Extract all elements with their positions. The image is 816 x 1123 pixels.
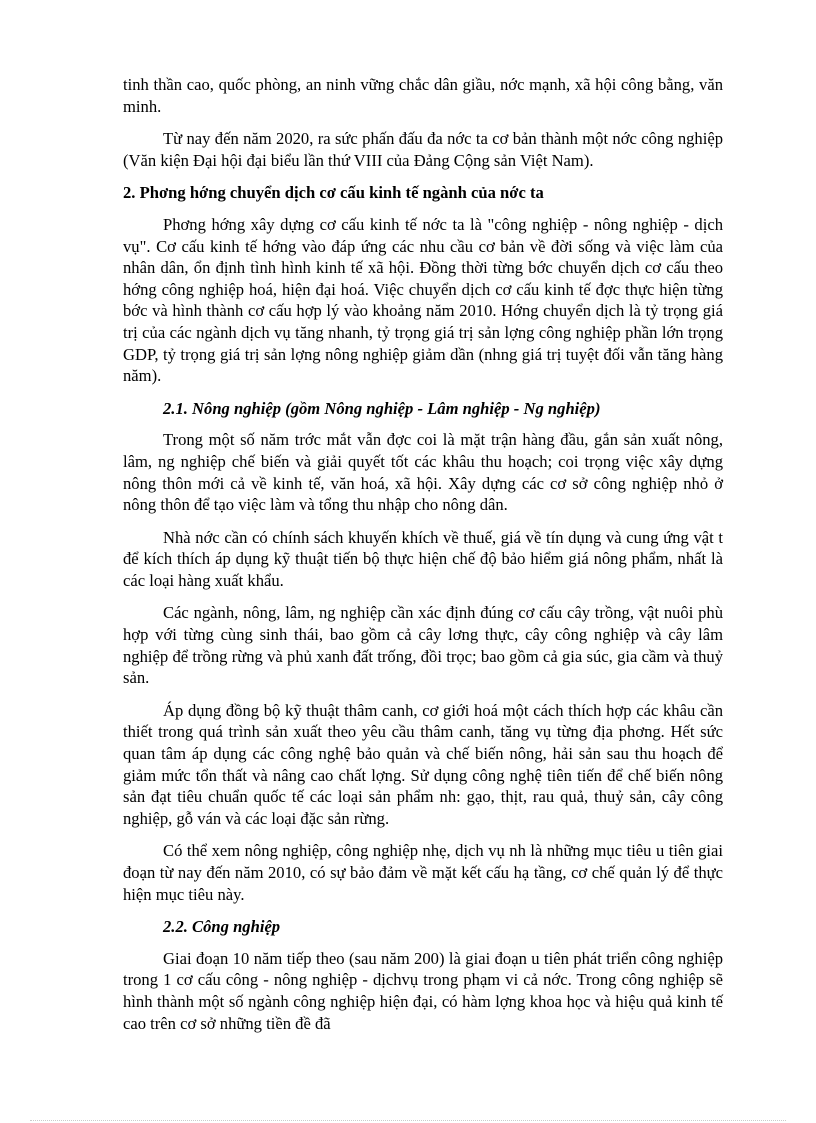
- paragraph-continued: tinh thần cao, quốc phòng, an ninh vững chắc dân giầu, nớc mạnh, xã hội công bằng, văn minh.: [123, 75, 723, 116]
- paragraph: Phơng hớng xây dựng cơ cấu kinh tế nớc ta là "công nghiệp - nông nghiệp - dịch vụ". Cơ cấu kinh tế hớng vào đáp ứng các nhu cầu cơ bản về đời sống và việc làm của nhân dân, ổn định tình hình kinh tế xã hội. Đồng thời từng bớc chuyển dịch cơ cấu theo hớng công nghiệp hoá, hiện đại hoá. Việc chuyển dịch cơ cấu kinh tế đợc thực hiện từng bớc và hình thành cơ cấu hợp lý vào khoảng năm 2010. Hớng chuyển dịch là tỷ trọng giá trị của các ngành dịch vụ tăng nhanh, tỷ trọng giá trị sản lợng công nghiệp phần lớn trọng GDP, tỷ trọng giá trị sản lợng nông nghiệp giảm dần (nhng giá trị tuyệt đối vẫn tăng hàng năm).: [123, 214, 723, 386]
- paragraph: Có thể xem nông nghiệp, công nghiệp nhẹ, dịch vụ nh là những mục tiêu u tiên giai đoạn từ nay đến năm 2010, có sự bảo đảm về mặt kết cấu hạ tầng, cơ chế quản lý để thực hiện mục tiêu này.: [123, 841, 723, 904]
- paragraph: Giai đoạn 10 năm tiếp theo (sau năm 200) là giai đoạn u tiên phát triển công nghiệp trong 1 cơ cấu công - nông nghiệp - dịchvụ trong phạm vi cả nớc. Trong công nghiệp sẽ hình thành một số ngành công nghiệp hiện đại, có hàm lợng khoa học và hiệu quả kinh tế cao trên cơ sở những tiền đề đã: [123, 948, 723, 1033]
- subsection-heading: 2.2. Công nghiệp: [163, 917, 281, 937]
- paragraph: Nhà nớc cần có chính sách khuyến khích về thuế, giá về tín dụng và cung ứng vật t để kích thích áp dụng kỹ thuật tiến bộ thực hiện chế độ bảo hiểm giá nông phẩm, nhất là các loại hàng xuất khẩu.: [123, 527, 723, 590]
- paragraph: Áp dụng đồng bộ kỹ thuật thâm canh, cơ giới hoá một cách thích hợp các khâu cần thiết trong quá trình sản xuất theo yêu cầu thâm canh, tăng vụ từng địa phơng. Hết sức quan tâm áp dụng các công nghệ bảo quản và chế biến nông, hải sản sau thu hoạch để giảm mức tổn thất và nâng cao chất lợng. Sử dụng công nghệ tiên tiến để chế biến nông sản đạt tiêu chuẩn quốc tế các loại sản phẩm nh: gạo, thịt, rau quả, thuỷ sản, cây công nghiệp, gỗ ván và các loại đặc sản rừng.: [123, 700, 723, 828]
- paragraph: Trong một số năm trớc mắt vẫn đợc coi là mặt trận hàng đầu, gắn sản xuất nông, lâm, ng nghiệp chế biến và giải quyết tốt các khâu thu hoạch; coi trọng việc xây dựng nông thôn mới cả về kinh tế, văn hoá, xã hội. Xây dựng các cơ sở công nghiệp nhỏ ở nông thôn để tạo việc làm và tổng thu nhập cho nông dân.: [123, 430, 723, 515]
- paragraph: Từ nay đến năm 2020, ra sức phấn đấu đa nớc ta cơ bản thành một nớc công nghiệp (Văn kiện Đại hội đại biểu lần thứ VIII của Đảng Cộng sản Việt Nam).: [123, 129, 723, 170]
- paragraph: Các ngành, nông, lâm, ng nghiệp cần xác định đúng cơ cấu cây trồng, vật nuôi phù hợp với từng cùng sinh thái, bao gồm cả cây lơng thực, cây công nghiệp và cây lâm nghiệp để trồng rừng và phủ xanh đất trống, đồi trọc; bao gồm cả gia súc, gia cầm và thuỷ sản.: [123, 603, 723, 688]
- page-bottom-rule: [30, 1120, 786, 1121]
- section-heading: 2. Phơng hớng chuyển dịch cơ cấu kinh tế ngành của nớc ta: [123, 183, 544, 203]
- document-page: [123, 74, 723, 1045]
- subsection-heading: 2.1. Nông nghiệp (gồm Nông nghiệp - Lâm nghiệp - Ng nghiệp): [163, 398, 601, 418]
